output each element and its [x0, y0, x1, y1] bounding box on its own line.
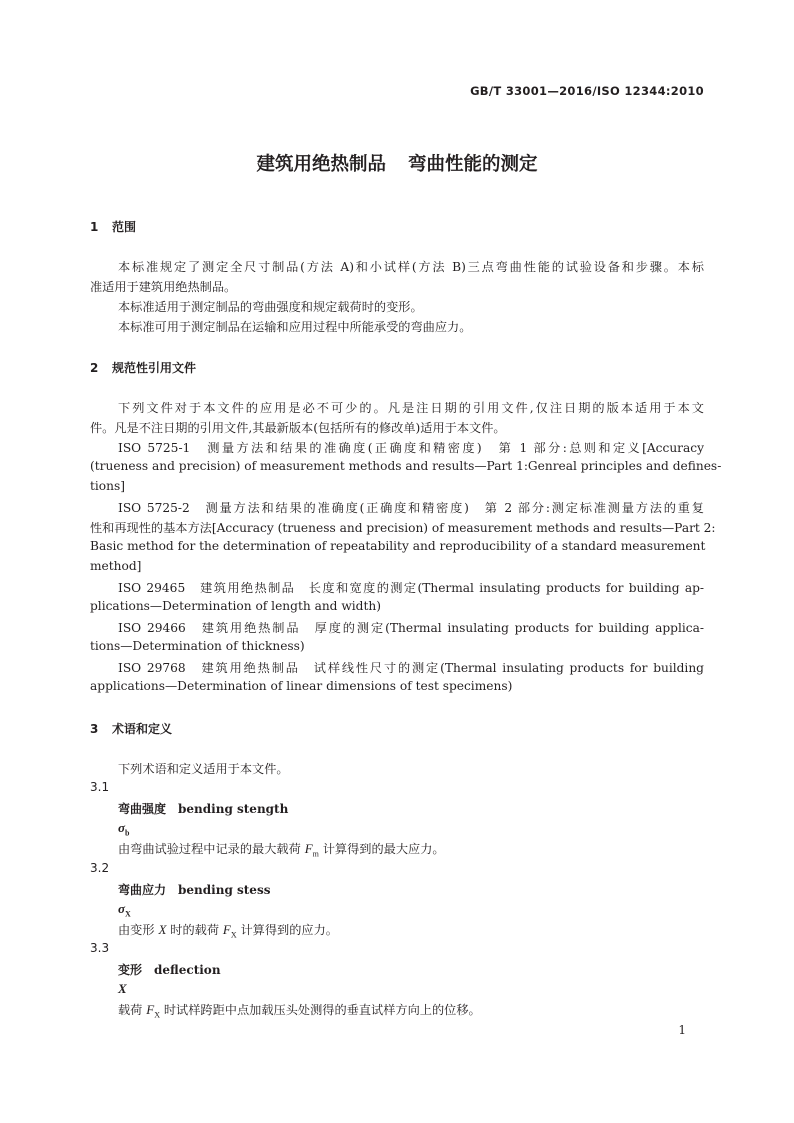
- term-entry: [118, 961, 221, 978]
- term-symbol: [118, 901, 131, 919]
- def-variable: F: [222, 922, 231, 937]
- term-chinese: 变形: [118, 963, 143, 977]
- standard-number: GB/T 33001—2016/ISO 12344:2010: [470, 84, 704, 98]
- ref-29768-line2: applications—Determination of linear dimensions of test specimens): [90, 679, 513, 693]
- ref-5725-2-line4: method]: [90, 559, 142, 573]
- scope-p1-line1: 本标准规定了测定全尺寸制品(方法 A)和小试样(方法 B)三点弯曲性能的试验设备和步骤。本标: [118, 260, 704, 274]
- ref-29466-line2: tions—Determination of thickness): [90, 639, 305, 653]
- term-definition: [118, 1001, 481, 1020]
- def-variable: F: [146, 1002, 155, 1017]
- def-text: 时的载荷: [166, 923, 223, 937]
- def-text: 载荷: [118, 1003, 147, 1017]
- ref-5725-2-line1: ISO 5725-2 测量方法和结果的准确度(正确度和精密度) 第 2 部分:测定标准测量方法的重复: [118, 501, 704, 515]
- symbol-sigma: σ: [118, 901, 126, 916]
- def-variable: X: [158, 922, 167, 937]
- def-text: 时试样跨距中点加载压头处测得的垂直试样方向上的位移。: [159, 1003, 481, 1017]
- ref-29465-line2: plications—Determination of length and width): [90, 599, 381, 613]
- def-subscript: X: [154, 1010, 160, 1020]
- symbol-subscript: X: [125, 909, 131, 919]
- symbol-x: X: [118, 981, 127, 996]
- refs-intro-line1: 下列文件对于本文件的应用是必不可少的。凡是注日期的引用文件,仅注日期的版本适用于本文: [118, 401, 704, 415]
- terms-intro: 下列术语和定义适用于本文件。: [118, 762, 289, 776]
- term-symbol: [118, 981, 127, 997]
- def-subscript: X: [230, 930, 237, 940]
- title-part-2: 弯曲性能的测定: [408, 154, 538, 175]
- term-entry: [118, 881, 270, 898]
- scope-p1-line2: 准适用于建筑用绝热制品。: [90, 280, 237, 294]
- page-number: 1: [678, 1023, 686, 1037]
- clause-number: 3.2: [90, 861, 110, 875]
- scope-p2: 本标准适用于测定制品的弯曲强度和规定载荷时的变形。: [118, 300, 423, 314]
- ref-29768-line1: ISO 29768 建筑用绝热制品 试样线性尺寸的测定(Thermal insulating products for building: [118, 661, 704, 675]
- ref-29466-line1: ISO 29466 建筑用绝热制品 厚度的测定(Thermal insulating products for building applica-: [118, 621, 704, 635]
- clause-number: 3.3: [90, 941, 110, 955]
- ref-5725-2-line2: 性和再现性的基本方法[Accuracy (trueness and precision) of measurement methods and results—Part 2:: [90, 521, 716, 535]
- term-chinese: 弯曲强度: [118, 802, 167, 816]
- symbol-sigma: σ: [118, 820, 126, 835]
- term-english: bending stess: [178, 883, 271, 897]
- clause-number: 3.1: [90, 780, 110, 794]
- ref-29465-line1: ISO 29465 建筑用绝热制品 长度和宽度的测定(Thermal insulating products for building ap-: [118, 581, 704, 595]
- scope-p3: 本标准可用于测定制品在运输和应用过程中所能承受的弯曲应力。: [118, 320, 472, 334]
- term-symbol: [118, 820, 129, 838]
- section-title: 规范性引用文件: [112, 361, 197, 375]
- title-part-1: 建筑用绝热制品: [256, 154, 386, 175]
- def-text: 由弯曲试验过程中记录的最大载荷: [118, 842, 305, 856]
- section-2-heading: [90, 359, 196, 376]
- ref-5725-1-line2: (trueness and precision) of measurement methods and results—Part 1:Genreal principles and defines-: [90, 459, 722, 473]
- def-text: 计算得到的应力。: [236, 923, 338, 937]
- term-chinese: 弯曲应力: [118, 883, 167, 897]
- term-english: deflection: [154, 963, 221, 977]
- section-3-heading: [90, 720, 172, 737]
- symbol-subscript: b: [125, 828, 130, 838]
- ref-5725-2-line3: Basic method for the determination of repeatability and reproducibility of a standard measurement: [90, 539, 706, 553]
- section-number: 2: [90, 361, 99, 375]
- ref-5725-1-line3: tions]: [90, 479, 125, 493]
- def-variable: F: [304, 841, 313, 856]
- def-text: 计算得到的最大应力。: [318, 842, 445, 856]
- refs-intro-line2: 件。凡是不注日期的引用文件,其最新版本(包括所有的修改单)适用于本文件。: [90, 421, 506, 435]
- section-title: 术语和定义: [112, 722, 173, 736]
- def-text: 由变形: [118, 923, 159, 937]
- term-definition: [118, 840, 445, 859]
- ref-5725-1-line1: ISO 5725-1 测量方法和结果的准确度(正确度和精密度) 第 1 部分:总则和定义[Accuracy: [118, 441, 704, 455]
- def-subscript: m: [312, 849, 319, 859]
- term-entry: [118, 800, 288, 817]
- section-number: 1: [90, 220, 99, 234]
- section-1-heading: [90, 218, 136, 235]
- term-definition: [118, 921, 338, 940]
- document-title: [0, 150, 794, 176]
- section-title: 范围: [112, 220, 137, 234]
- term-english: bending stength: [178, 802, 289, 816]
- section-number: 3: [90, 722, 99, 736]
